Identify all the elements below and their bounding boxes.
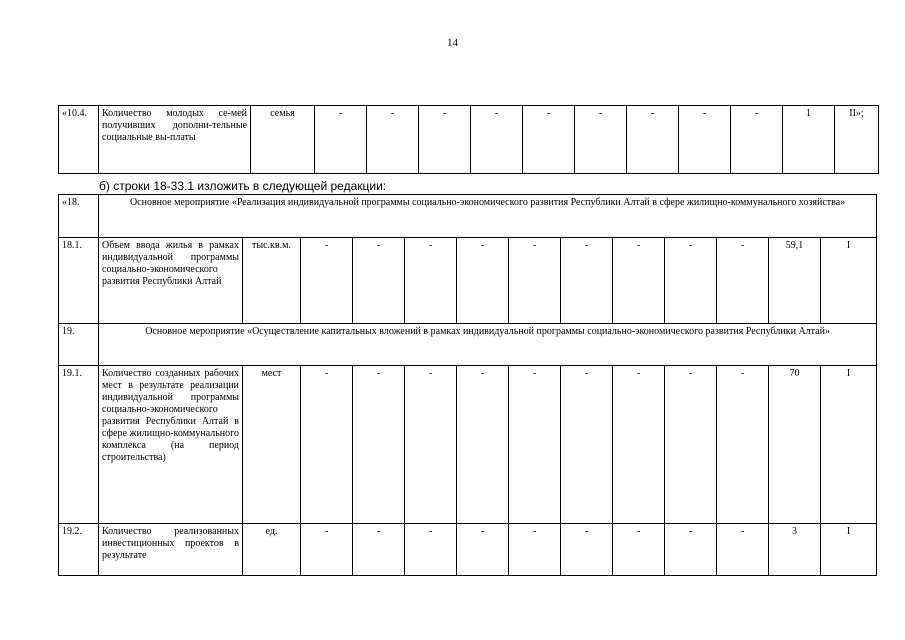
value-cell: -: [613, 366, 665, 524]
value-cell: -: [627, 106, 679, 174]
value-cell: -: [405, 238, 457, 324]
value-cell: I: [821, 524, 877, 576]
main-activity-heading: Основное мероприятие «Осуществление капитальных вложений в рамках индивидуальной программы социально-экономического развития Республики Алтай»: [99, 324, 877, 366]
value-cell: 1: [783, 106, 835, 174]
value-cell: -: [353, 238, 405, 324]
value-cell: -: [665, 524, 717, 576]
value-cell: -: [665, 366, 717, 524]
value-cell: -: [717, 524, 769, 576]
value-cell: -: [353, 524, 405, 576]
value-cell: -: [301, 366, 353, 524]
row-number: «10.4.: [59, 106, 99, 174]
value-cell: 59,1: [769, 238, 821, 324]
row-number: 19.2.: [59, 524, 99, 576]
value-cell: -: [315, 106, 367, 174]
edit-instruction: б) строки 18-33.1 изложить в следующей редакции:: [99, 179, 387, 193]
value-cell: -: [613, 524, 665, 576]
unit-of-measure: тыс.кв.м.: [243, 238, 301, 324]
value-cell: -: [301, 238, 353, 324]
table-row-10-4: [59, 106, 879, 174]
value-cell: -: [367, 106, 419, 174]
indicator-name: Объем ввода жилья в рамках индивидуальной программы социально-экономического развития Республики Алтай: [99, 238, 243, 324]
table-row-18-1: [59, 238, 877, 324]
table-row-18: [59, 195, 877, 238]
unit-of-measure: мест: [243, 366, 301, 524]
value-cell: -: [471, 106, 523, 174]
value-cell: -: [509, 366, 561, 524]
value-cell: -: [679, 106, 731, 174]
main-activity-heading: Основное мероприятие «Реализация индивидуальной программы социально-экономического развития Республики Алтай в сфере жилищно-коммунального хозяйства»: [99, 195, 877, 238]
value-cell: -: [575, 106, 627, 174]
value-cell: -: [457, 238, 509, 324]
value-cell: -: [561, 524, 613, 576]
value-cell: -: [613, 238, 665, 324]
indicator-name: Количество молодых се-мей получивших дополни-тельные социальные вы-платы: [99, 106, 251, 174]
value-cell: -: [665, 238, 717, 324]
page-number: 14: [447, 37, 458, 49]
table-row-19-2: [59, 524, 877, 576]
unit-of-measure: семья: [251, 106, 315, 174]
indicator-name: Количество созданных рабочих мест в результате реализации индивидуальной программы социально-экономического развития Республики Алтай в сфере жилищно-коммунального комплекса (на период строительства): [99, 366, 243, 524]
value-cell: -: [419, 106, 471, 174]
indicator-name: Количество реализованных инвестиционных проектов в результате: [99, 524, 243, 576]
value-cell: -: [523, 106, 575, 174]
row-number: «18.: [59, 195, 99, 238]
value-cell: I: [821, 238, 877, 324]
value-cell: -: [717, 366, 769, 524]
table-row-19: [59, 324, 877, 366]
table-row-19-1: [59, 366, 877, 524]
unit-of-measure: ед.: [243, 524, 301, 576]
row-number: 19.: [59, 324, 99, 366]
value-cell: -: [731, 106, 783, 174]
value-cell: I: [821, 366, 877, 524]
value-cell: -: [561, 366, 613, 524]
value-cell: -: [457, 366, 509, 524]
value-cell: -: [301, 524, 353, 576]
value-cell: -: [353, 366, 405, 524]
value-cell: -: [405, 366, 457, 524]
value-cell: 70: [769, 366, 821, 524]
value-cell: II»;: [835, 106, 879, 174]
row-number: 19.1.: [59, 366, 99, 524]
value-cell: 3: [769, 524, 821, 576]
indicator-table-top: [58, 105, 879, 174]
value-cell: -: [717, 238, 769, 324]
value-cell: -: [509, 238, 561, 324]
value-cell: -: [405, 524, 457, 576]
value-cell: -: [457, 524, 509, 576]
value-cell: -: [509, 524, 561, 576]
indicator-table-main: [58, 194, 877, 576]
value-cell: -: [561, 238, 613, 324]
row-number: 18.1.: [59, 238, 99, 324]
